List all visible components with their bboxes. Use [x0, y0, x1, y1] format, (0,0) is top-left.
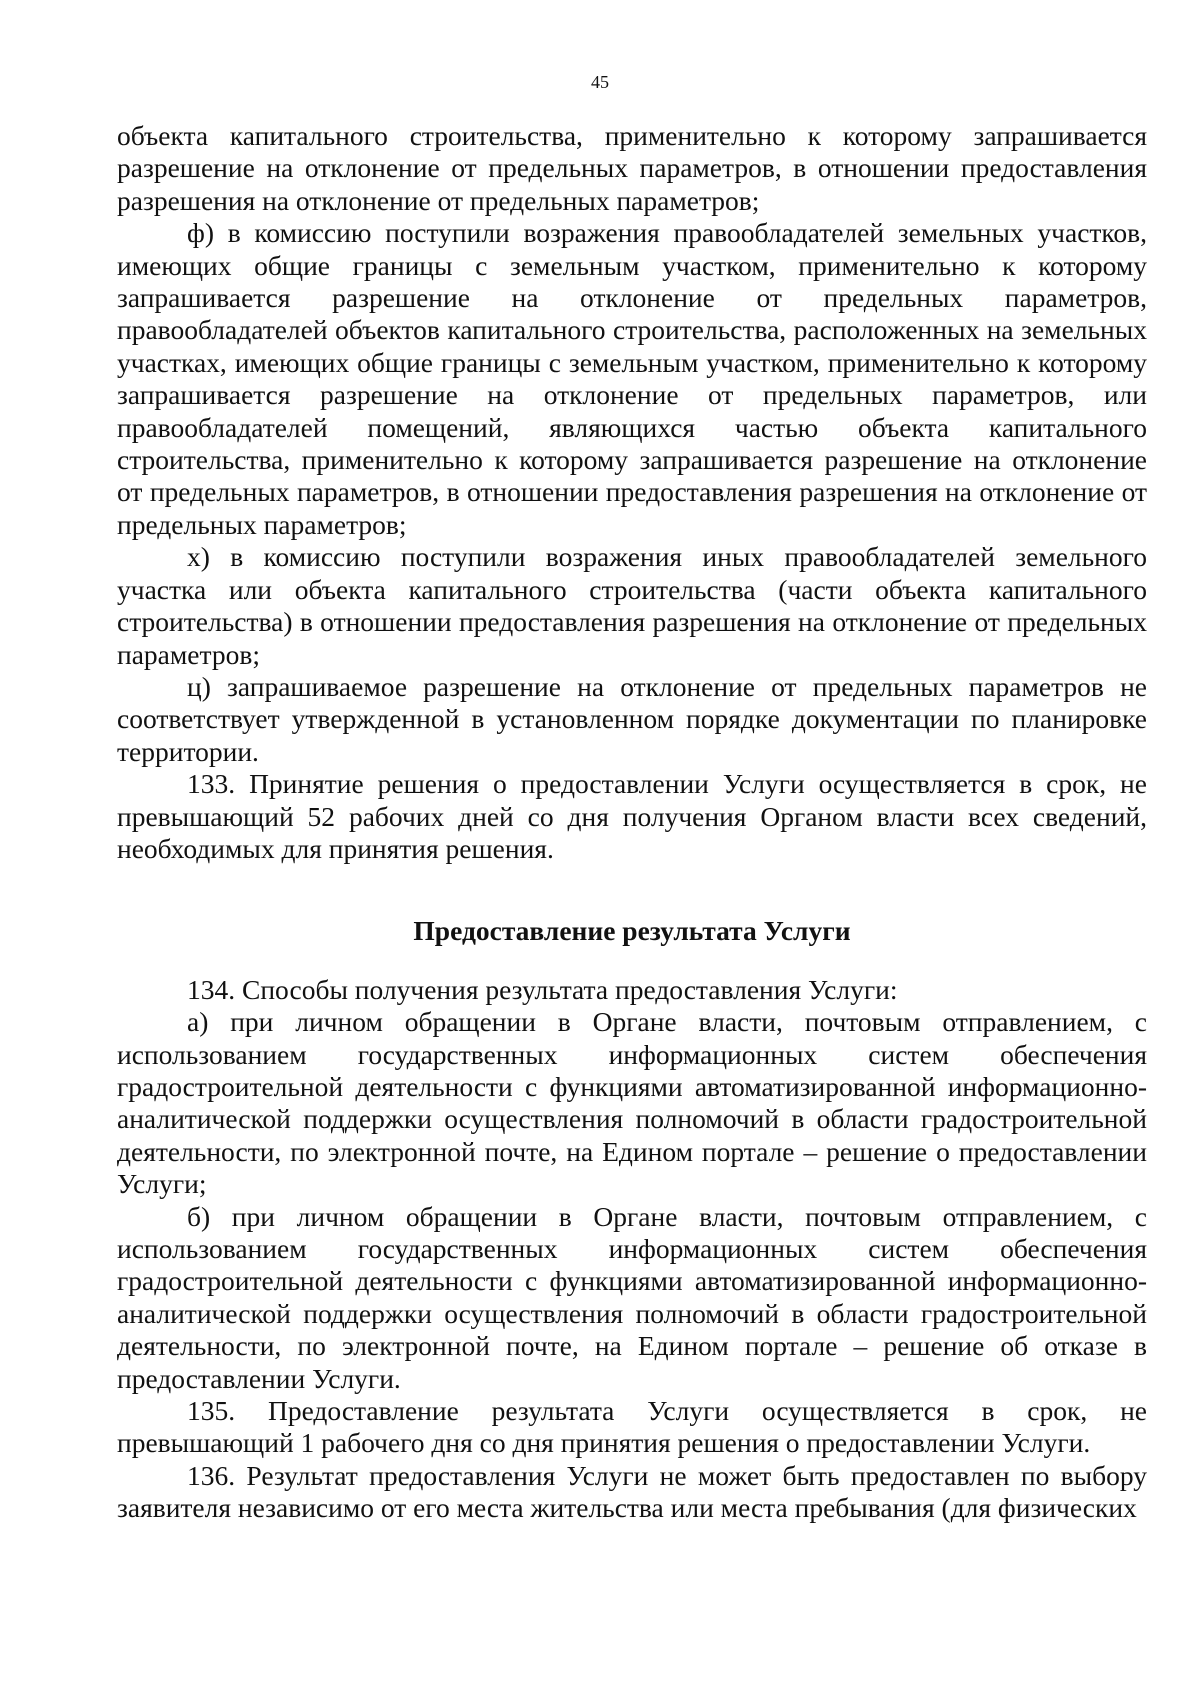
paragraph-133: 133. Принятие решения о предоставлении Услуги осуществляется в срок, не превышающий 52 рабочих дней со дня получения Органом власти всех сведений, необходимых для принятия решения.	[117, 768, 1147, 864]
paragraph-item-f: ф) в комиссию поступили возражения правообладателей земельных участков, имеющих общие границы с земельным участком, применительно к которому запрашивается разрешение на отклонение от предельных параметров, правообладателей объектов капитального строительства, расположенных на земельных участках, имеющих общие границы с земельным участком, применительно к которому запрашивается разрешение на отклонение от предельных параметров, или правообладателей помещений, являющихся частью объекта капитального строительства, применительно к которому запрашивается разрешение на отклонение от предельных параметров, в отношении предоставления разрешения на отклонение от предельных параметров;	[117, 217, 1147, 540]
paragraph-136: 136. Результат предоставления Услуги не может быть предоставлен по выбору заявителя независимо от его места жительства или места пребывания (для физических	[117, 1459, 1147, 1524]
spacer	[117, 865, 1147, 915]
spacer	[117, 948, 1147, 974]
paragraph-item-ts: ц) запрашиваемое разрешение на отклонение от предельных параметров не соответствует утвержденной в установленном порядке документации по планировке территории.	[117, 670, 1147, 767]
section-heading: Предоставление результата Услуги	[413, 915, 851, 947]
paragraph-continuation: объекта капитального строительства, применительно к которому запрашивается разрешение на отклонение от предельных параметров, в отношении предоставления разрешения на отклонение от предельных параметров;	[117, 120, 1147, 216]
paragraph-134-a: а) при личном обращении в Органе власти, почтовым отправлением, с использованием государственных информационных систем обеспечения градостроительной деятельности с функциями автоматизированной информационно-аналитической поддержки осуществления полномочий в области градостроительной деятельности, по электронной почте, на Едином портале – решение о предоставлении Услуги;	[117, 1006, 1147, 1200]
paragraph-134-b: б) при личном обращении в Органе власти, почтовым отправлением, с использованием государственных информационных систем обеспечения градостроительной деятельности с функциями автоматизированной информационно-аналитической поддержки осуществления полномочий в области градостроительной деятельности, по электронной почте, на Едином портале – решение об отказе в предоставлении Услуги.	[117, 1200, 1147, 1394]
document-body	[117, 120, 1147, 1525]
paragraph-134: 134. Способы получения результата предоставления Услуги:	[187, 973, 898, 1005]
paragraph-item-kh: х) в комиссию поступили возражения иных правообладателей земельного участка или объекта капитального строительства (части объекта капитального строительства) в отношении предоставления разрешения на отклонение от предельных параметров;	[117, 541, 1147, 670]
page-number: 45	[591, 72, 609, 92]
paragraph-135: 135. Предоставление результата Услуги осуществляется в срок, не превышающий 1 рабочего дня со дня принятия решения о предоставлении Услуги.	[117, 1395, 1147, 1459]
